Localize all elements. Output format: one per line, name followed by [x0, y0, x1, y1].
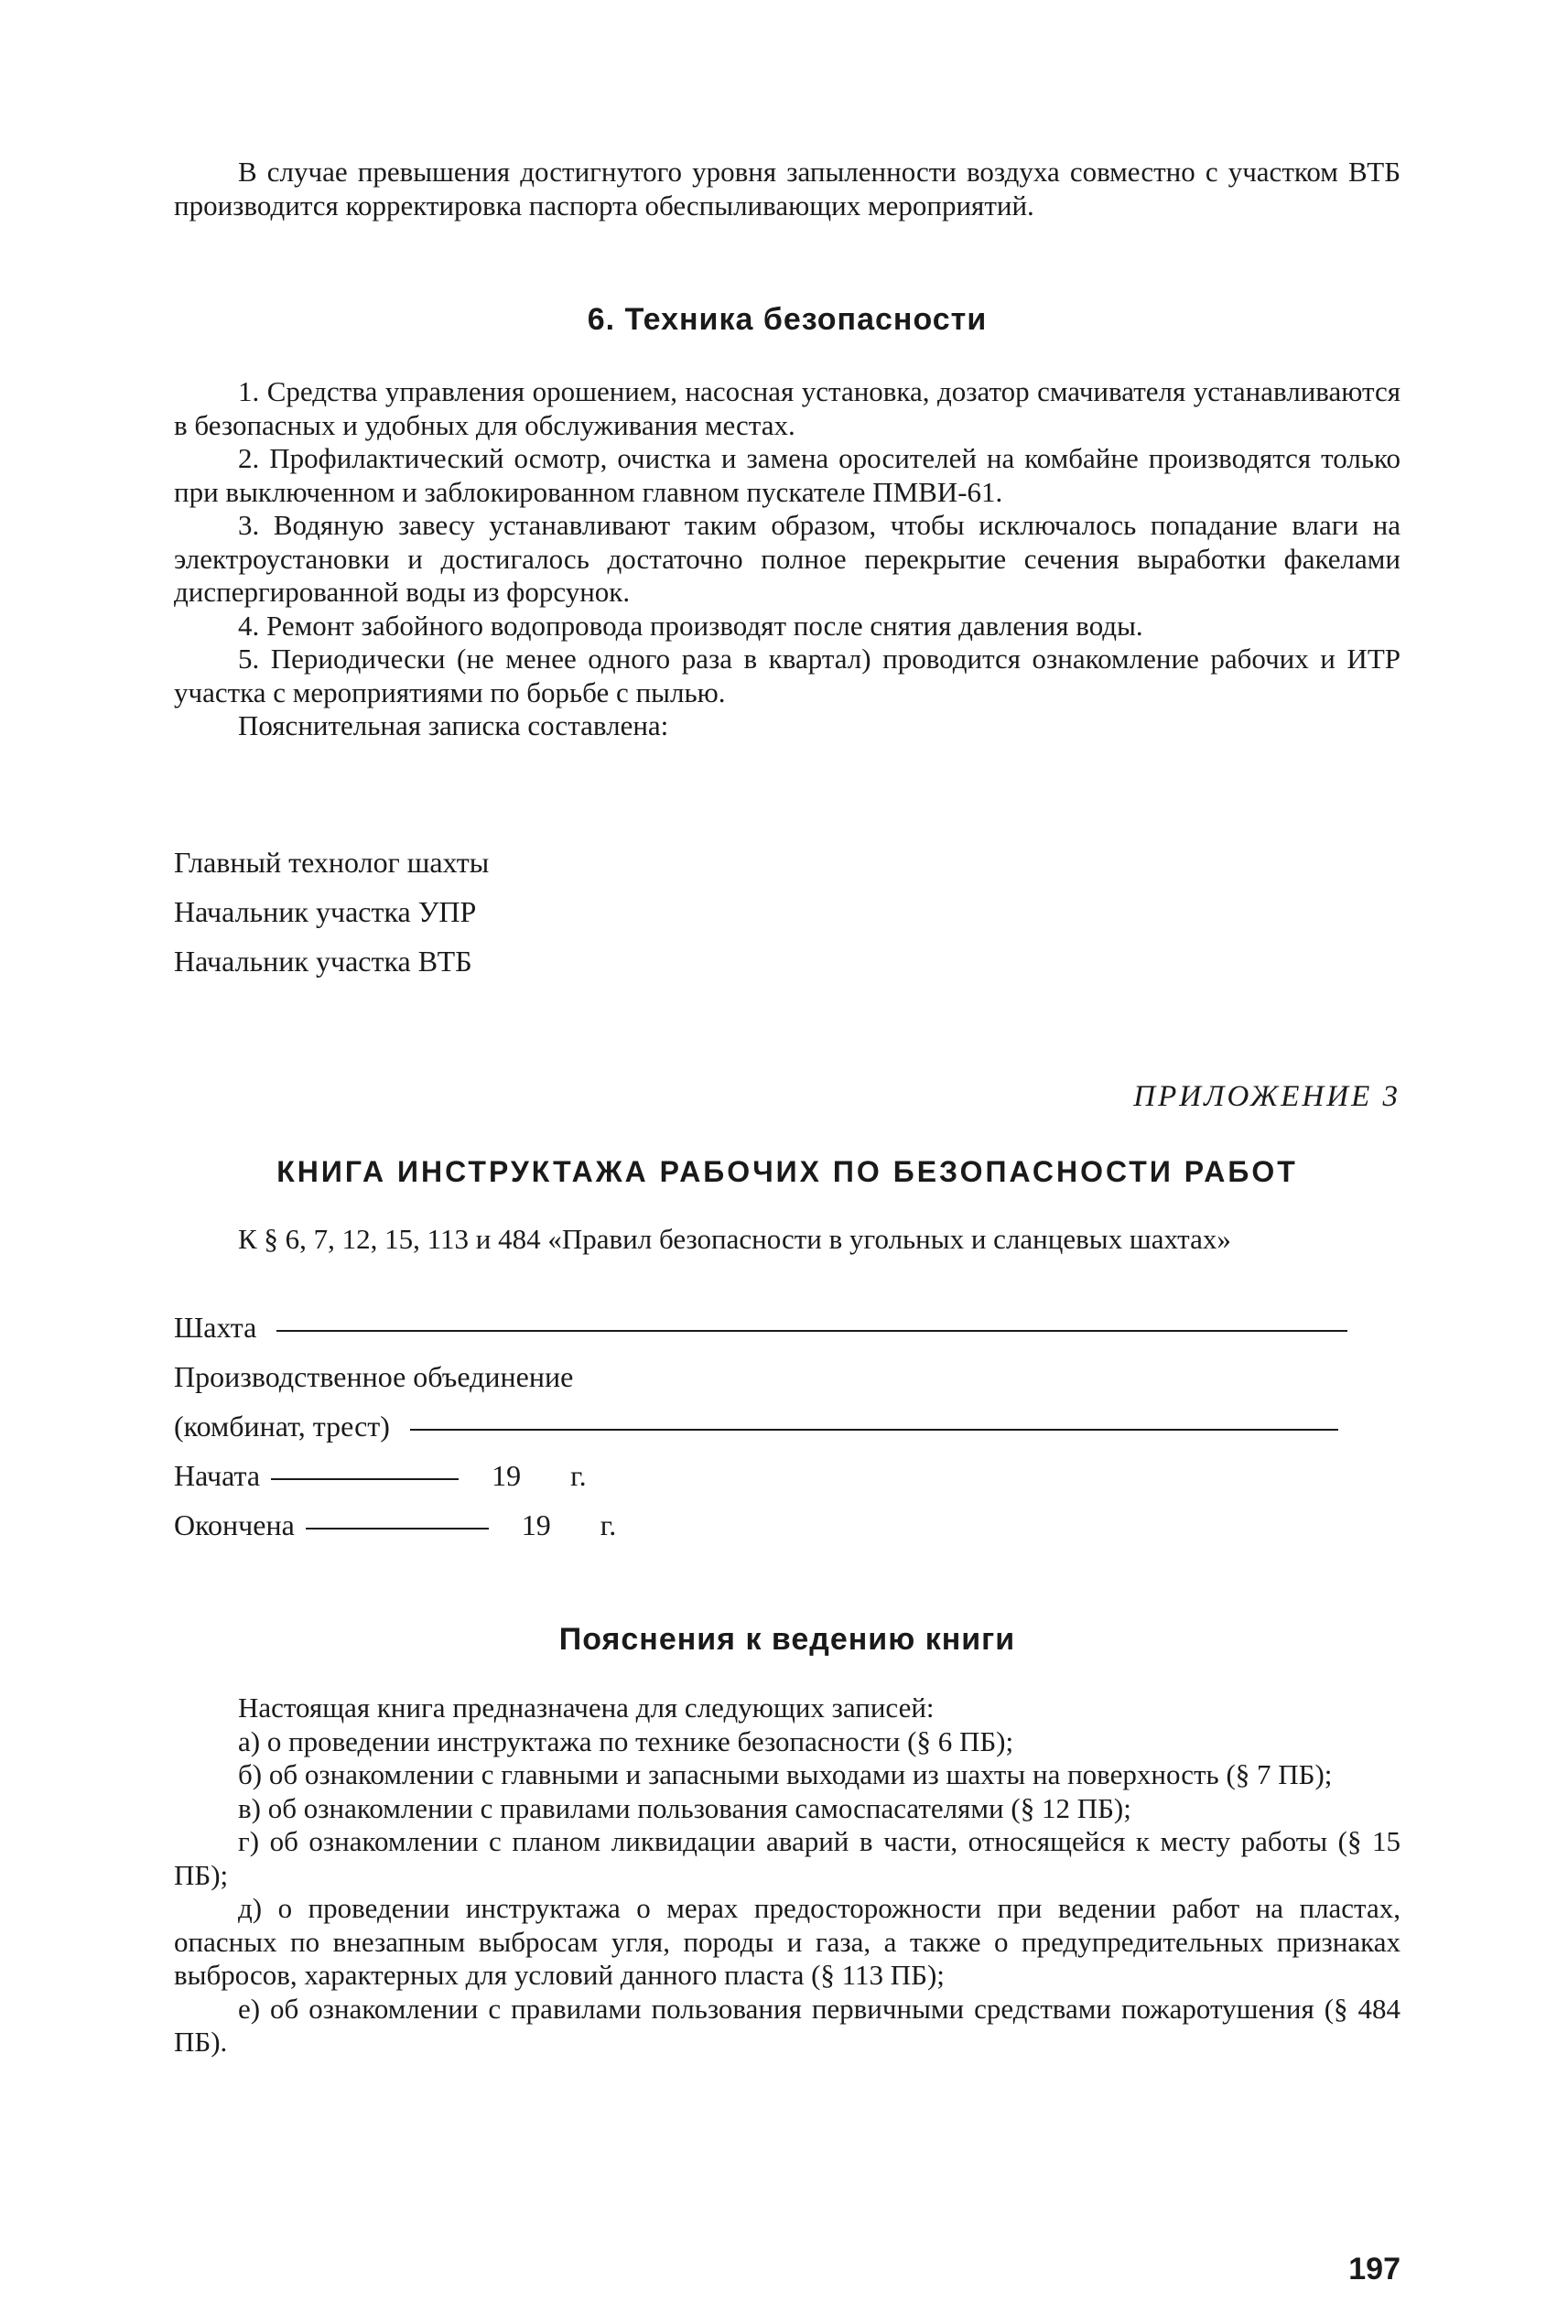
association-field: Производственное объединение [174, 1360, 574, 1393]
appendix-label: ПРИЛОЖЕНИЕ 3 [1133, 1080, 1400, 1113]
safety-item-2: 2. Профилактический осмотр, очистка и замена оросителей на комбайне производятся только при выключенном и заблокированном главном пускателе ПМВИ-61. [174, 442, 1400, 508]
mine-label: Шахта [174, 1311, 257, 1344]
explanations-title: Пояснения к ведению книги [558, 1622, 1016, 1657]
section-6-items [174, 375, 1400, 743]
intro-paragraph: В случае превышения достигнутого уровня запыленности воздуха совместно с участком ВТБ производится корректировка паспорта обеспыливающих мероприятий. [174, 156, 1400, 222]
explanation-item-d: д) о проведении инструктажа о мерах предосторожности при ведении работ на пластах, опасных по внезапным выбросам угля, породы и газа, а также о предупредительных признаках выбросов, характерных для условий данного пласта (§ 113 ПБ); [174, 1892, 1400, 1991]
safety-item-5: 5. Периодически (не менее одного раза в квартал) проводится ознакомление рабочих и ИТР участка с мероприятиями по борьбе с пылью. [174, 643, 1400, 708]
started-field [174, 1459, 587, 1493]
started-year-suffix: г. [570, 1459, 587, 1492]
ended-label: Окончена [174, 1508, 295, 1541]
signature-upr-head: Начальник участка УПР [174, 895, 477, 928]
signature-vtb-head: Начальник участка ВТБ [174, 945, 472, 978]
explanation-item-e: е) об ознакомлении с правилами пользования первичными средствами пожаротушения (§ 484 ПБ). [174, 1992, 1400, 2058]
ended-blank-line [306, 1528, 489, 1530]
section-6-title: 6. Техника безопасности [587, 302, 988, 337]
rules-reference: К § 6, 7, 12, 15, 113 и 484 «Правил безопасности в угольных и сланцевых шахтах» [238, 1223, 1231, 1255]
started-year-prefix: 19 [492, 1459, 522, 1492]
book-title: КНИГА ИНСТРУКТАЖА РАБОЧИХ ПО БЕЗОПАСНОСТИ РАБОТ [276, 1155, 1298, 1188]
started-label: Начата [174, 1459, 261, 1492]
explanation-item-a: а) о проведении инструктажа по технике безопасности (§ 6 ПБ); [238, 1724, 1014, 1757]
mine-blank-line [276, 1330, 1347, 1332]
started-blank-line [271, 1478, 459, 1480]
mine-field [174, 1311, 1347, 1345]
explanations-list [174, 1692, 1400, 2059]
ended-field [174, 1508, 616, 1542]
combine-blank-line [410, 1429, 1338, 1431]
combine-field [174, 1410, 1338, 1443]
page-number: 197 [1348, 2252, 1400, 2286]
explanation-item-v: в) об ознакомлении с правилами пользования самоспасателями (§ 12 ПБ); [238, 1791, 1131, 1824]
ended-year-prefix: 19 [521, 1508, 551, 1541]
explanatory-note-label: Пояснительная записка составлена: [238, 709, 669, 741]
combine-label: (комбинат, трест) [174, 1410, 390, 1443]
safety-item-1: 1. Средства управления орошением, насосная установка, дозатор смачивателя устанавливаются в безопасных и удобных для обслуживания местах. [174, 375, 1400, 441]
explanation-item-b: б) об ознакомлении с главными и запасными выходами из шахты на поверхность (§ 7 ПБ); [238, 1758, 1333, 1790]
explanations-lead: Настоящая книга предназначена для следующих записей: [238, 1692, 935, 1724]
ended-year-suffix: г. [600, 1508, 617, 1541]
signature-chief-technologist: Главный технолог шахты [174, 846, 490, 879]
safety-item-4: 4. Ремонт забойного водопровода производят после снятия давления воды. [238, 609, 1143, 642]
safety-item-3: 3. Водяную завесу устанавливают таким образом, чтобы исключалось попадание влаги на электроустановки и достигалось достаточно полное перекрытие сечения выработки факелами диспергированной воды из форсунок. [174, 509, 1400, 608]
explanation-item-g: г) об ознакомлении с планом ликвидации аварий в части, относящейся к месту работы (§ 15 ПБ); [174, 1825, 1400, 1891]
